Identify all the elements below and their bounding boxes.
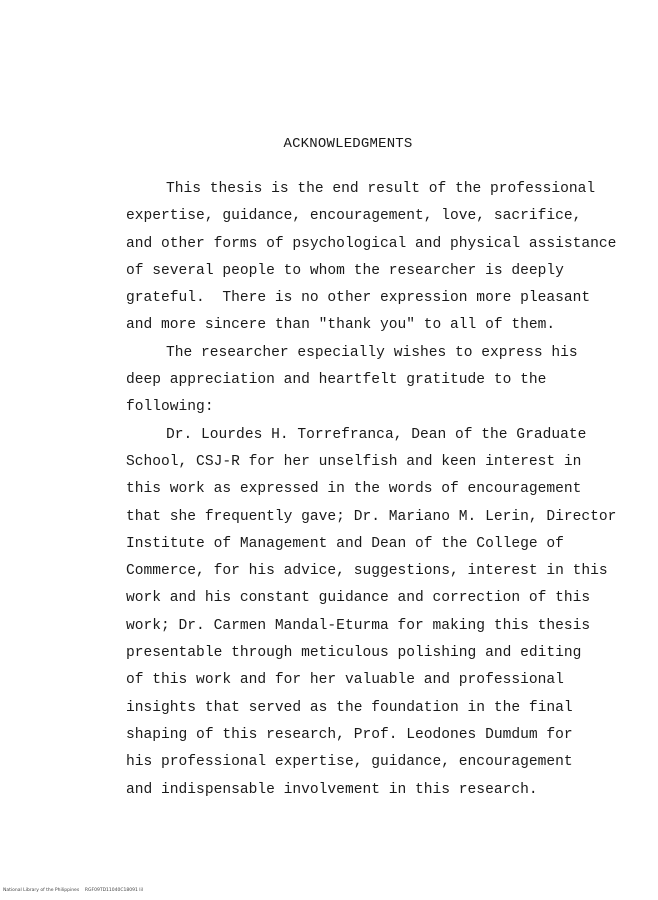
text-line: of several people to whom the researcher is deeply: [126, 262, 564, 279]
text-line: The researcher especially wishes to express his: [166, 344, 578, 361]
text-line: and more sincere than "thank you" to all of them.: [126, 317, 556, 334]
text-line: this work as expressed in the words of encouragement: [126, 481, 582, 498]
text-line: Commerce, for his advice, suggestions, interest in this: [126, 563, 608, 580]
text-line: following:: [126, 399, 214, 416]
text-line: Institute of Management and Dean of the College of: [126, 535, 564, 552]
acknowledgments-body: [126, 176, 616, 804]
text-line: insights that served as the foundation in the final: [126, 699, 573, 716]
text-line: and indispensable involvement in this research.: [126, 781, 538, 798]
page-title: ACKNOWLEDGMENTS: [283, 136, 413, 152]
text-line: work and his constant guidance and correction of this: [126, 590, 591, 607]
text-line: expertise, guidance, encouragement, love, sacrifice,: [126, 208, 582, 225]
text-line: School, CSJ-R for her unselfish and keen interest in: [126, 453, 582, 470]
text-line: his professional expertise, guidance, encouragement: [126, 754, 573, 771]
text-line: that she frequently gave; Dr. Mariano M. Lerin, Director: [126, 508, 617, 525]
text-line: deep appreciation and heartfelt gratitude to the: [126, 372, 547, 389]
text-line: shaping of this research, Prof. Leodones Dumdum for: [126, 726, 573, 743]
text-line: work; Dr. Carmen Mandal-Eturma for making this thesis: [126, 617, 591, 634]
text-line: This thesis is the end result of the professional: [166, 181, 596, 197]
library-footer: National Library of the Philippines RGF09TD11040C18091 lil: [3, 888, 143, 893]
text-line: of this work and for her valuable and professional: [126, 672, 564, 689]
text-line: and other forms of psychological and physical assistance: [126, 235, 617, 252]
text-line: Dr. Lourdes H. Torrefranca, Dean of the Graduate: [166, 426, 587, 443]
text-line: presentable through meticulous polishing and editing: [126, 645, 582, 662]
text-line: grateful. There is no other expression more pleasant: [126, 290, 591, 307]
